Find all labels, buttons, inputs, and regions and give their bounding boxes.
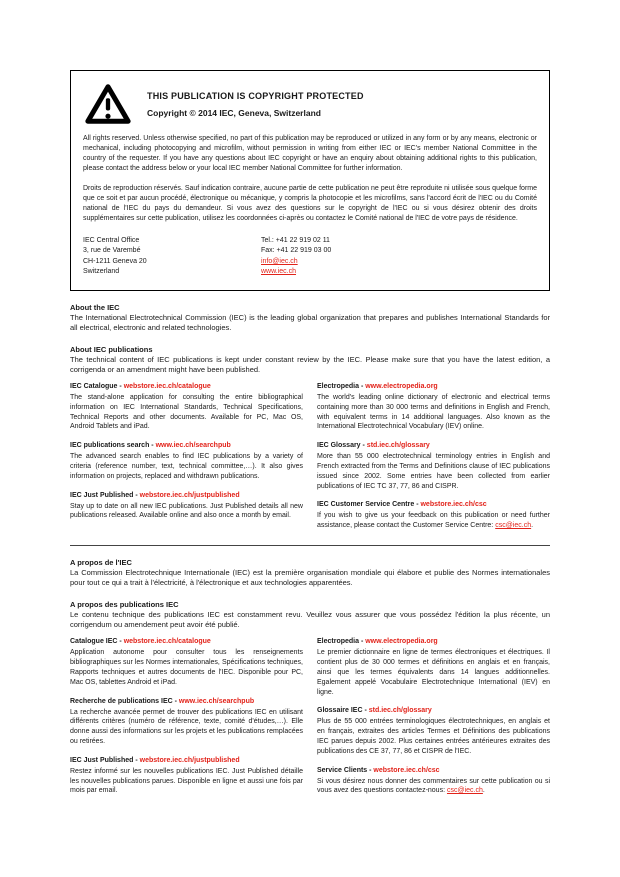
- resource-description: If you wish to give us your feedback on this publication or need further assistance, please contact the Customer Service Centre: csc@iec.ch.: [317, 512, 550, 530]
- contact-block: [83, 236, 537, 278]
- resource-link[interactable]: std.iec.ch/glossary: [366, 442, 430, 450]
- resource-title: Electropedia -: [317, 638, 366, 646]
- resource-entry-just-published: [70, 492, 303, 522]
- resource-heading: [70, 757, 303, 764]
- resource-description: The world's leading online dictionary of electronic and electrical terms containing more than 30 000 terms and definitions in English and French, with equivalent terms in 14 additional languages. Also known as the International Electrotechnical Vocabulary (IEV) online.: [317, 394, 550, 431]
- resource-link[interactable]: webstore.iec.ch/justpublished: [139, 756, 240, 764]
- about-iec-heading: About the IEC: [70, 302, 120, 312]
- apropos-iec-heading: A propos de l'IEC: [70, 557, 132, 567]
- address-line: 3, rue de Varembé: [83, 247, 141, 254]
- copyright-notice-french: Droits de reproduction réservés. Sauf indication contraire, aucune partie de cette publication ne peut être reproduite ni utilisée sous quelque forme que ce soit et par aucun procédé, électronique ou mécanique, y compris la photocopie et les microfilms, sans l'accord écrit de l'IEC ou du Comité national de l'IEC du pays du demandeur. Si vous avez des questions sur le copyright de l'IEC ou si vous désirez obtenir des droits supplémentaires sur cette publication, utilisez les coordonnées ci-après ou contactez le Comité national de l'IEC de votre pays de résidence.: [83, 184, 537, 222]
- about-section-english: [70, 303, 550, 541]
- resource-entry-publications-search: [70, 442, 303, 481]
- apropos-publications-heading: A propos des publications IEC: [70, 600, 179, 610]
- resource-description: Plus de 55 000 entrées terminologiques électrotechniques, en anglais et en français, extraites des articles Termes et Définitions des publications IEC parues depuis 2002. Plus certaines entrées antérieures extraites des publications des CE 37, 77, 86 et CISPR de l'IEC.: [317, 718, 550, 755]
- resource-title: IEC Catalogue -: [70, 383, 124, 390]
- resource-heading: [70, 698, 303, 705]
- resource-entry-customer-service: [317, 501, 550, 531]
- copyright-title: THIS PUBLICATION IS COPYRIGHT PROTECTED: [147, 90, 364, 101]
- resource-title: Glossaire IEC -: [317, 707, 369, 715]
- resource-title: IEC Glossary -: [317, 442, 367, 450]
- resource-entry-glossaire-iec: [317, 707, 550, 756]
- about-publications-paragraph: The technical content of IEC publications is kept under constant review by the IEC. Please make sure that you have the latest edition, a corrigenda or an amendment might have been published.: [70, 354, 550, 374]
- apropos-iec-paragraph: La Commission Electrotechnique Internationale (IEC) est la première organisation mondiale qui élabore et publie des Normes internationales pour tout ce qui a trait à l'électricité, à l'électronique et aux technologies apparentées.: [70, 567, 550, 588]
- contact-details: [261, 236, 331, 278]
- address-line: IEC Central Office: [83, 236, 140, 244]
- resource-title: IEC Just Published -: [70, 491, 140, 499]
- resource-title: IEC Just Published -: [70, 756, 140, 764]
- resource-heading: [317, 707, 550, 714]
- resource-heading: [317, 442, 550, 449]
- copyright-subtitle: Copyright © 2014 IEC, Geneva, Switzerland: [147, 107, 321, 118]
- resource-link[interactable]: webstore.iec.ch/csc: [373, 766, 440, 774]
- resource-description: The advanced search enables to find IEC publications by a variety of criteria (reference number, text, technical committee,…). It also gives information on projects, replaced and withdrawn publications.: [70, 453, 303, 480]
- resource-heading: [317, 501, 550, 508]
- apropos-publications-paragraph: Le contenu technique des publications IEC est constamment revu. Veuillez vous assurer que vous possédez l'édition la plus récente, un corrigendum ou amendement peut avoir été publié.: [70, 610, 550, 630]
- resource-heading: [70, 383, 303, 390]
- copyright-notice-english: All rights reserved. Unless otherwise specified, no part of this publication may be reproduced or utilized in any form or by any means, electronic or mechanical, including photocopying and microfilm, without permission in writing from either IEC or IEC's member National Committee in the country of the requester. If you have any questions about IEC copyright or have an enquiry about obtaining additional rights to this publication, please contact the address below or your local IEC member National Committee for further information.: [83, 135, 537, 172]
- resource-description: Stay up to date on all new IEC publications. Just Published details all new publications released. Available online and also once a month by email.: [70, 502, 303, 520]
- resource-heading: [70, 442, 303, 449]
- resource-entry-iec-catalogue: [70, 383, 303, 432]
- resource-title: IEC publications search -: [70, 442, 156, 450]
- about-section-french: [70, 558, 550, 806]
- resource-description: More than 55 000 electrotechnical terminology entries in English and French extracted from the Terms and Definitions clause of IEC publications issued since 2002. Some entries have been collected from earlier publications of IEC TC 37, 77, 86 and CISPR.: [317, 453, 550, 490]
- resource-description: The stand-alone application for consulting the entire bibliographical information on IEC International Standards, Technical Specifications, Technical Reports and other documents. Available for PC, Mac OS, Android Tablets and iPad.: [70, 394, 303, 431]
- resource-link[interactable]: www.iec.ch/searchpub: [178, 697, 255, 705]
- csc-email-link[interactable]: csc@iec.ch: [495, 522, 532, 530]
- resource-title: Electropedia -: [317, 383, 366, 390]
- copyright-titles: [147, 91, 364, 118]
- resources-columns-french: [70, 638, 550, 806]
- resource-heading: [317, 767, 550, 774]
- resources-columns-english: [70, 383, 550, 541]
- address-line: Switzerland: [83, 268, 120, 275]
- resource-link[interactable]: www.electropedia.org: [365, 383, 438, 390]
- resource-entry-electropedia: [317, 383, 550, 432]
- resource-entry-recherche-publications: [70, 698, 303, 747]
- copyright-box-header: [85, 83, 537, 125]
- contact-address: [83, 236, 261, 278]
- resource-heading: [70, 492, 303, 499]
- resources-left-column: [70, 383, 303, 541]
- contact-website-link[interactable]: www.iec.ch: [261, 268, 297, 275]
- resources-left-column: [70, 638, 303, 806]
- resource-entry-just-published-fr: [70, 757, 303, 796]
- about-iec-paragraph: The International Electrotechnical Commission (IEC) is the leading global organization that prepares and publishes International Standards for all electrical, electronic and related technologies.: [70, 312, 550, 332]
- resource-entry-iec-glossary: [317, 442, 550, 491]
- resource-entry-service-clients: [317, 767, 550, 797]
- csc-email-link[interactable]: csc@iec.ch: [446, 787, 483, 795]
- section-divider: [70, 545, 550, 546]
- resource-entry-electropedia-fr: [317, 638, 550, 697]
- resource-link[interactable]: webstore.iec.ch/catalogue: [123, 638, 211, 646]
- resource-heading: [317, 383, 550, 390]
- resource-link[interactable]: webstore.iec.ch/catalogue: [123, 383, 211, 390]
- resource-description: Restez informé sur les nouvelles publications IEC. Just Published détaille les nouvelles publications parues. Disponible en ligne et aussi une fois par mois par email.: [70, 767, 303, 795]
- resource-description: Si vous désirez nous donner des commentaires sur cette publication ou si vous avez des questions contactez-nous: csc@iec.ch.: [317, 777, 550, 795]
- resource-heading: [70, 638, 303, 645]
- resource-link[interactable]: webstore.iec.ch/justpublished: [139, 491, 240, 499]
- resource-link[interactable]: webstore.iec.ch/csc: [420, 501, 487, 509]
- resource-description: Application autonome pour consulter tous les renseignements bibliographiques sur les Normes internationales, Spécifications techniques, Rapports techniques et autres documents de l'IEC. Disponible pour PC, Mac OS, tablettes Android et iPad.: [70, 649, 303, 686]
- about-publications-heading: About IEC publications: [70, 344, 153, 354]
- contact-tel: Tel.: +41 22 919 02 11: [261, 236, 330, 244]
- copyright-box: [70, 70, 550, 291]
- resource-description: Le premier dictionnaire en ligne de termes électroniques et électriques. Il contient plus de 30 000 termes et définitions en anglais et en français, ainsi que les termes équivalents dans 14 langues additionnelles. Egalement appelé Vocabulaire Electrotechnique International (IEV) en ligne.: [317, 649, 550, 696]
- resource-title: IEC Customer Service Centre -: [317, 501, 421, 509]
- resource-description: La recherche avancée permet de trouver des publications IEC en utilisant différents critères (numéro de référence, texte, comité d'études,…). Elle donne aussi des informations sur les projets et les publications remplacées ou retirées.: [70, 708, 303, 746]
- resource-entry-catalogue-iec: [70, 638, 303, 687]
- resource-heading: [317, 638, 550, 645]
- resources-right-column: [317, 383, 550, 541]
- contact-email-link[interactable]: info@iec.ch: [261, 257, 298, 265]
- resource-title: Catalogue IEC -: [70, 638, 124, 646]
- resource-title: Recherche de publications IEC -: [70, 697, 179, 705]
- resource-title: Service Clients -: [317, 766, 374, 774]
- warning-triangle-icon: [85, 83, 131, 125]
- resource-link[interactable]: std.iec.ch/glossary: [368, 707, 432, 715]
- resource-link[interactable]: www.electropedia.org: [365, 638, 438, 646]
- address-line: CH-1211 Geneva 20: [83, 257, 147, 265]
- resources-right-column: [317, 638, 550, 806]
- contact-fax: Fax: +41 22 919 03 00: [261, 247, 332, 254]
- resource-link[interactable]: www.iec.ch/searchpub: [155, 442, 231, 450]
